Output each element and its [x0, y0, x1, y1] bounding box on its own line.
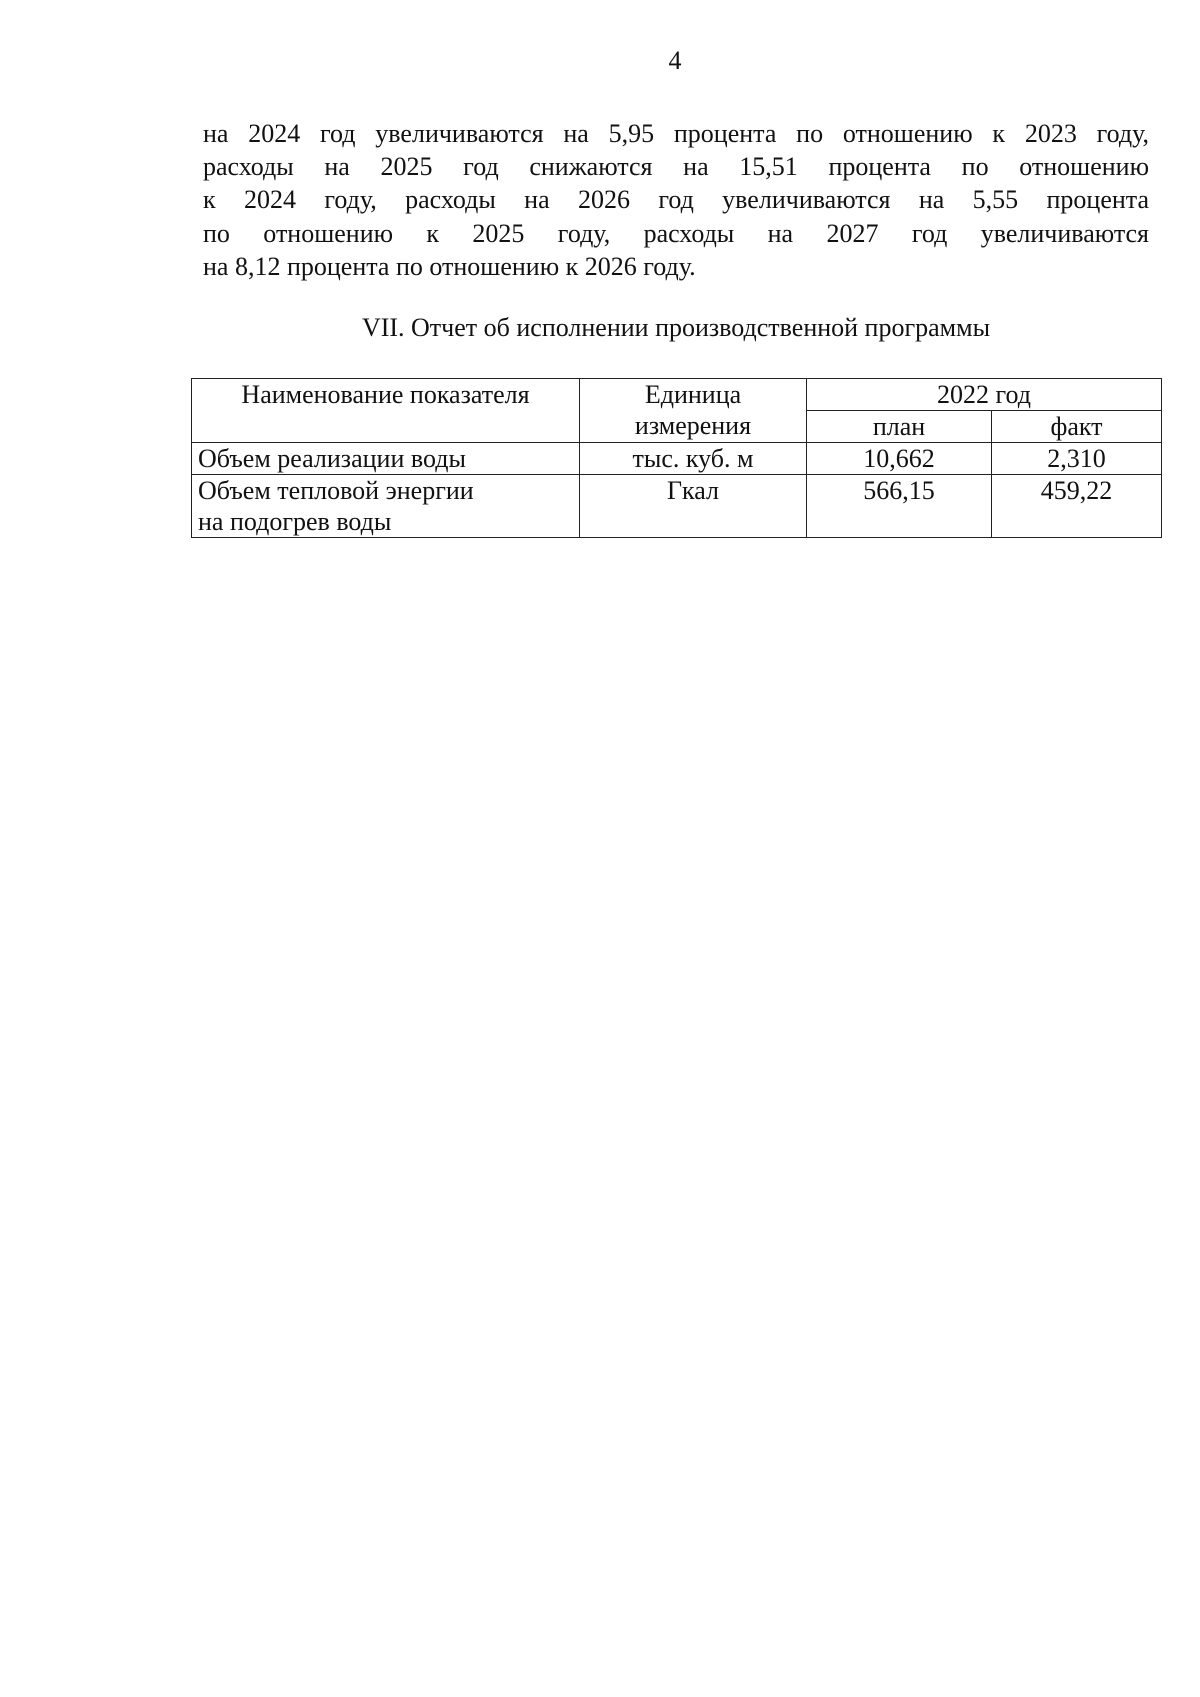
- section-title: VII. Отчет об исполнении производственной программы: [361, 313, 991, 342]
- table-header-row: [192, 379, 1162, 411]
- header-indicator-name: [192, 379, 580, 443]
- header-indicator-name-text: Наименование показателя: [241, 380, 530, 409]
- page-number: 4: [668, 46, 682, 75]
- row-plan-value: 10,662: [807, 443, 992, 475]
- header-unit: [580, 379, 807, 443]
- row-indicator-name: Объем реализации воды: [192, 443, 580, 475]
- paragraph-line: расходы на 2025 год снижаются на 15,51 процента по отношению: [203, 152, 1149, 182]
- paragraph-line: на 8,12 процента по отношению к 2026 году.: [203, 251, 696, 281]
- row-unit: Гкал: [580, 475, 807, 538]
- row-indicator-name: [192, 475, 580, 538]
- row-indicator-name-line: Объем тепловой энергии: [198, 476, 474, 505]
- header-unit-line: измерения: [634, 411, 752, 440]
- row-unit: тыс. куб. м: [580, 443, 807, 475]
- header-year: 2022 год: [807, 379, 1162, 411]
- row-fact-value: 2,310: [992, 443, 1162, 475]
- header-plan: план: [807, 411, 992, 443]
- paragraph-line: на 2024 год увеличиваются на 5,95 процента по отношению к 2023 году,: [203, 119, 1149, 148]
- header-fact: факт: [992, 411, 1162, 443]
- row-indicator-name-line: на подогрев воды: [198, 507, 392, 536]
- production-program-report-table: [191, 378, 1162, 538]
- paragraph-line: к 2024 году, расходы на 2026 год увеличиваются на 5,55 процента: [203, 185, 1149, 215]
- table-row: [192, 475, 1162, 538]
- header-unit-line: Единица: [644, 380, 742, 409]
- row-fact-value: 459,22: [992, 475, 1162, 538]
- row-plan-value: 566,15: [807, 475, 992, 538]
- paragraph-line: по отношению к 2025 году, расходы на 2027 год увеличиваются: [203, 218, 1149, 248]
- body-paragraph: [203, 117, 1149, 283]
- table-row: [192, 443, 1162, 475]
